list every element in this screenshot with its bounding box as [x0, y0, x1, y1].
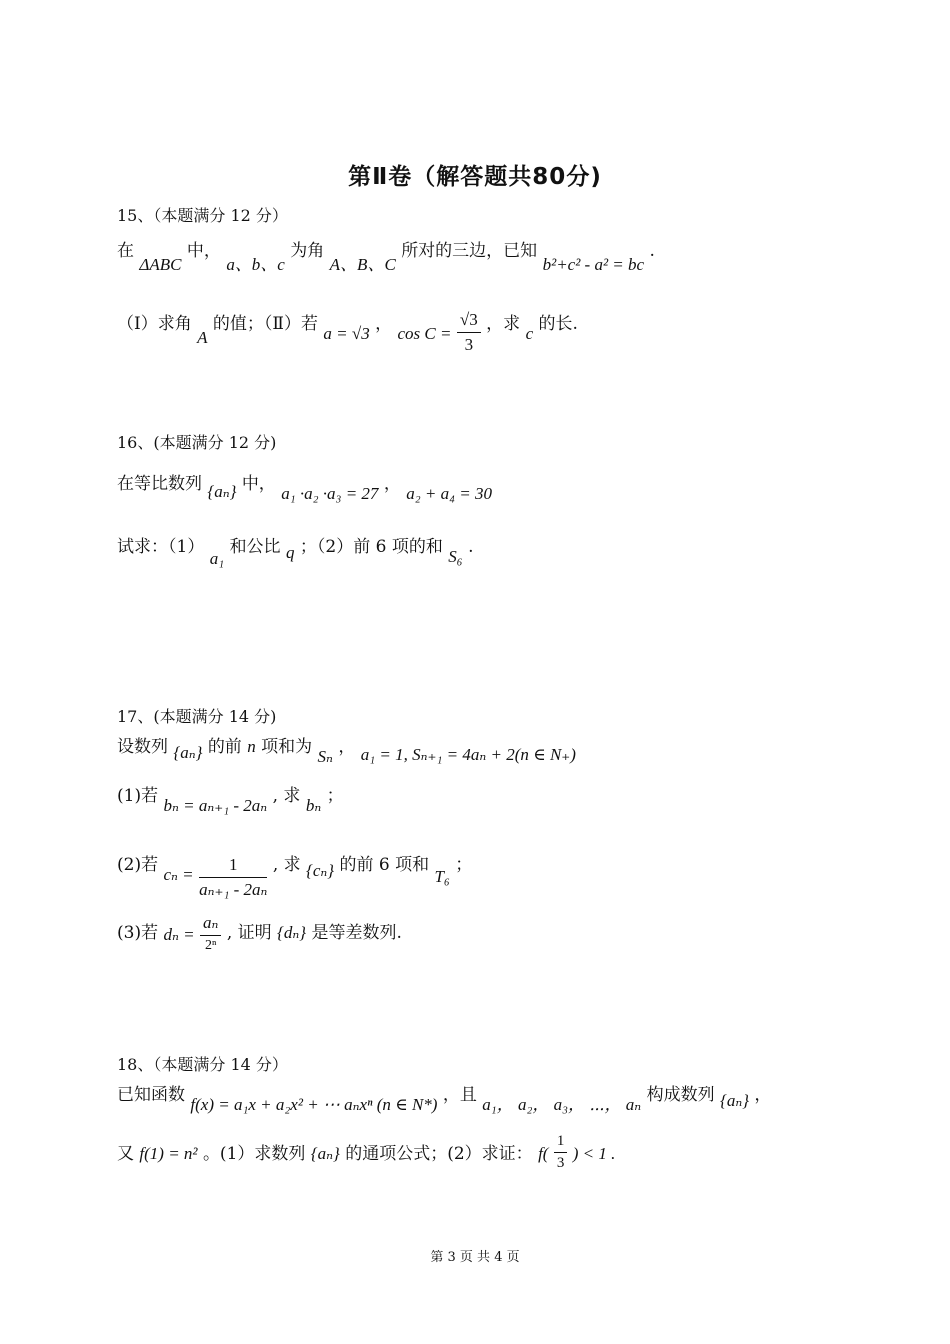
text: 的前 — [207, 737, 242, 757]
fraction — [554, 1133, 568, 1172]
math-function: f(x) = a₁x + a₂x² + ⋯ aₙxⁿ (n ∈ N*) — [190, 1095, 438, 1114]
q17-part2 — [117, 843, 473, 899]
text: , 求 — [272, 855, 301, 875]
text: 已知函数 — [117, 1085, 185, 1105]
text: （Ⅰ）求角 — [117, 314, 192, 334]
math-dn-seq: {dₙ} — [277, 923, 307, 942]
math-f: f( — [538, 1144, 549, 1163]
text: ； — [455, 855, 473, 875]
q16-line2 — [117, 532, 474, 568]
text: 中， — [186, 241, 221, 261]
q15-line2 — [117, 302, 578, 354]
math-cn: cₙ = — [163, 865, 194, 884]
text: , 证明 — [226, 923, 272, 943]
math-bn-def: bₙ = aₙ₊₁ - 2aₙ — [163, 796, 268, 815]
q15-header: 15、（本题满分 12 分） — [117, 206, 288, 225]
numerator: √3 — [457, 310, 481, 333]
text: (3)若 — [117, 923, 159, 943]
text: ，求 — [486, 314, 521, 334]
text: (1)若 — [117, 786, 159, 806]
text: ， — [338, 737, 356, 757]
fraction — [457, 310, 481, 355]
fraction — [199, 855, 267, 900]
text: 和公比 — [229, 537, 281, 557]
text: ， — [754, 1085, 772, 1105]
math-terms: a₁， a₂， a₃， ⋯， aₙ — [482, 1095, 642, 1114]
q18-line2 — [117, 1135, 615, 1174]
text: 。(1）求数列 — [202, 1144, 306, 1164]
q16-line1 — [117, 469, 492, 503]
text: 在 — [117, 241, 134, 261]
fraction — [200, 913, 221, 954]
math-Sn: Sₙ — [317, 747, 333, 766]
text: 的前 6 项和 — [339, 855, 430, 875]
text: ；（2）前 6 项的和 — [299, 537, 443, 557]
math-sequence: {aₙ} — [207, 482, 237, 501]
math-q: q — [285, 543, 295, 562]
math-sides: a、b、c — [226, 255, 285, 274]
text: . — [649, 241, 655, 261]
text: 所对的三边，已知 — [401, 241, 538, 261]
text: 的值；（Ⅱ）若 — [212, 314, 318, 334]
denominator: aₙ₊₁ - 2aₙ — [199, 880, 268, 899]
text: 在等比数列 — [117, 474, 202, 494]
math-sequence: {aₙ} — [720, 1091, 750, 1110]
math-equation: b²+c² - a² = bc — [542, 255, 645, 274]
math-product: a₁ ·a₂ ·a₃ = 27 — [281, 484, 379, 503]
math-T6: T₆ — [434, 867, 450, 886]
q16-header: 16、(本题满分 12 分) — [117, 433, 277, 452]
text: . — [468, 537, 474, 557]
q17-line1 — [117, 732, 576, 766]
q17-part1 — [117, 781, 344, 815]
math-angles: A、B、C — [329, 255, 396, 274]
text: 又 — [117, 1144, 134, 1164]
q17-part3 — [117, 913, 402, 954]
math-inequality: ) < 1 . — [572, 1144, 616, 1163]
math-sequence: {aₙ} — [173, 743, 203, 762]
math-c: c — [525, 324, 534, 343]
section-title: 第Ⅱ卷（解答题共80分) — [348, 164, 602, 190]
math-sequence2: {aₙ} — [310, 1144, 340, 1163]
page-footer: 第 3 页 共 4 页 — [430, 1250, 520, 1265]
q15-line1 — [117, 236, 655, 274]
math-n: n — [247, 737, 256, 756]
q17-header: 17、(本题满分 14 分) — [117, 707, 277, 726]
math-recurrence: a₁ = 1, Sₙ₊₁ = 4aₙ + 2(n ∈ N₊) — [360, 745, 576, 764]
q18-header: 18、（本题满分 14 分） — [117, 1055, 288, 1074]
numerator: 1 — [199, 855, 267, 878]
text: ， — [375, 314, 393, 334]
denominator: 3 — [464, 335, 474, 354]
denominator: 3 — [556, 1155, 565, 1171]
numerator: 1 — [554, 1133, 568, 1153]
denominator: 2ⁿ — [205, 938, 217, 953]
text: 的长. — [538, 314, 578, 334]
math-A: A — [197, 328, 208, 347]
math-triangle: ΔABC — [139, 255, 182, 274]
math-f1: f(1) = n² — [139, 1144, 198, 1163]
math-dn: dₙ = — [163, 925, 195, 944]
text: 试求：（1） — [117, 537, 205, 557]
text: 的通项公式；(2）求证： — [345, 1144, 533, 1164]
math-a1: a₁ — [209, 549, 225, 568]
math-a-value: a = √3 — [323, 324, 370, 343]
text: 是等差数列. — [311, 923, 402, 943]
text: 构成数列 — [646, 1085, 715, 1105]
numerator: aₙ — [200, 913, 221, 936]
math-S6: S₆ — [448, 547, 463, 566]
math-bn: bₙ — [305, 796, 322, 815]
text: 中， — [241, 474, 276, 494]
text: 项和为 — [261, 737, 313, 757]
text: ，且 — [442, 1085, 477, 1105]
text: (2)若 — [117, 855, 159, 875]
text: ； — [326, 786, 344, 806]
math-cos: cos C = — [397, 324, 452, 343]
text: 为角 — [290, 241, 325, 261]
math-cn-seq: {cₙ} — [306, 861, 335, 880]
text: , 求 — [272, 786, 301, 806]
text: ， — [383, 474, 401, 494]
math-sum: a₂ + a₄ = 30 — [406, 484, 492, 503]
q18-line1 — [117, 1080, 772, 1114]
text: 设数列 — [117, 737, 168, 757]
